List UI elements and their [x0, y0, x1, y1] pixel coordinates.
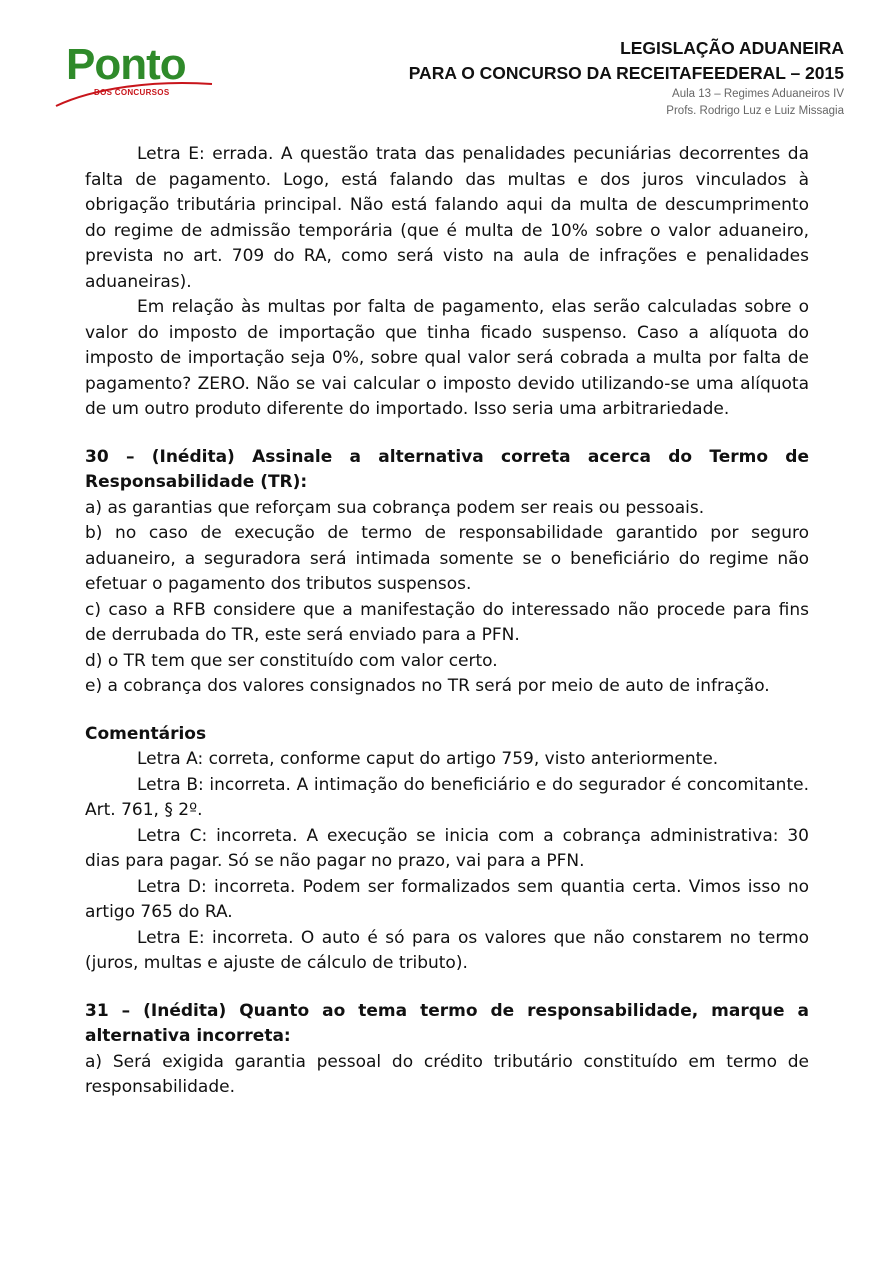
question-31-option-a: a) Será exigida garantia pessoal do crédito tributário constituído em termo de responsabilidade. — [85, 1051, 809, 1097]
header-title-1: LEGISLAÇÃO ADUANEIRA — [620, 38, 844, 58]
page-content — [85, 142, 809, 1101]
comment-letter-c: Letra C: incorreta. A execução se inicia com a cobrança administrativa: 30 dias para pagar. Só se não pagar no prazo, vai para a PFN. — [85, 825, 809, 871]
question-31-statement: 31 – (Inédita) Quanto ao tema termo de responsabilidade, marque a alternativa incorreta: — [85, 1000, 809, 1046]
page-header — [0, 0, 893, 130]
intro-paragraph-2: Em relação às multas por falta de pagamento, elas serão calculadas sobre o valor do imposto de importação que tinha ficado suspenso. Caso a alíquota do imposto de importação seja 0%, sobre qual valor será cobrada a multa por falta de pagamento? ZERO. Não se vai calcular o imposto devido utilizando-se uma alíquota de um outro produto diferente do importado. Isso seria uma arbitrariedade. — [85, 297, 809, 419]
comment-letter-e: Letra E: incorreta. O auto é só para os valores que não constarem no termo (juros, multas e ajuste de cálculo de tributo). — [85, 927, 809, 973]
comment-letter-a: Letra A: correta, conforme caput do artigo 759, visto anteriormente. — [137, 749, 719, 769]
logo-wordmark: Ponto — [66, 40, 186, 89]
comments-heading: Comentários — [85, 723, 207, 744]
ponto-logo — [52, 40, 217, 110]
logo-subtitle: DOS CONCURSOS — [94, 88, 170, 97]
intro-paragraph-1: Letra E: errada. A questão trata das penalidades pecuniárias decorrentes da falta de pagamento. Logo, está falando das multas e dos juros vinculados à obrigação tributária principal. Não está falando aqui da multa de descumprimento do regime de admissão temporária (que é multa de 10% sobre o valor aduaneiro, prevista no art. 709 do RA, como será visto na aula de infrações e penalidades aduaneiras). — [85, 144, 809, 292]
question-30-statement: 30 – (Inédita) Assinale a alternativa correta acerca do Termo de Responsabilidade (TR): — [85, 446, 809, 492]
question-30-option-d: d) o TR tem que ser constituído com valor certo. — [85, 650, 498, 671]
question-30-option-b: b) no caso de execução de termo de responsabilidade garantido por seguro aduaneiro, a seguradora será intimada somente se o beneficiário do regime não efetuar o pagamento dos tributos suspensos. — [85, 523, 809, 594]
header-title-2: PARA O CONCURSO DA RECEITAFEEDERAL – 2015 — [408, 63, 844, 83]
question-30-option-a: a) as garantias que reforçam sua cobrança podem ser reais ou pessoais. — [85, 497, 705, 518]
comment-letter-d: Letra D: incorreta. Podem ser formalizados sem quantia certa. Vimos isso no artigo 765 do RA. — [85, 876, 809, 922]
question-30-option-c: c) caso a RFB considere que a manifestação do interessado não procede para fins de derrubada do TR, este será enviado para a PFN. — [85, 599, 809, 645]
header-titles — [409, 36, 844, 120]
header-subtitle-1: Aula 13 – Regimes Aduaneiros IV — [672, 88, 844, 100]
question-30-option-e: e) a cobrança dos valores consignados no TR será por meio de auto de infração. — [85, 676, 770, 696]
comment-letter-b: Letra B: incorreta. A intimação do beneficiário e do segurador é concomitante. Art. 761, § 2º. — [85, 774, 809, 820]
header-subtitle-2: Profs. Rodrigo Luz e Luiz Missagia — [666, 105, 844, 117]
